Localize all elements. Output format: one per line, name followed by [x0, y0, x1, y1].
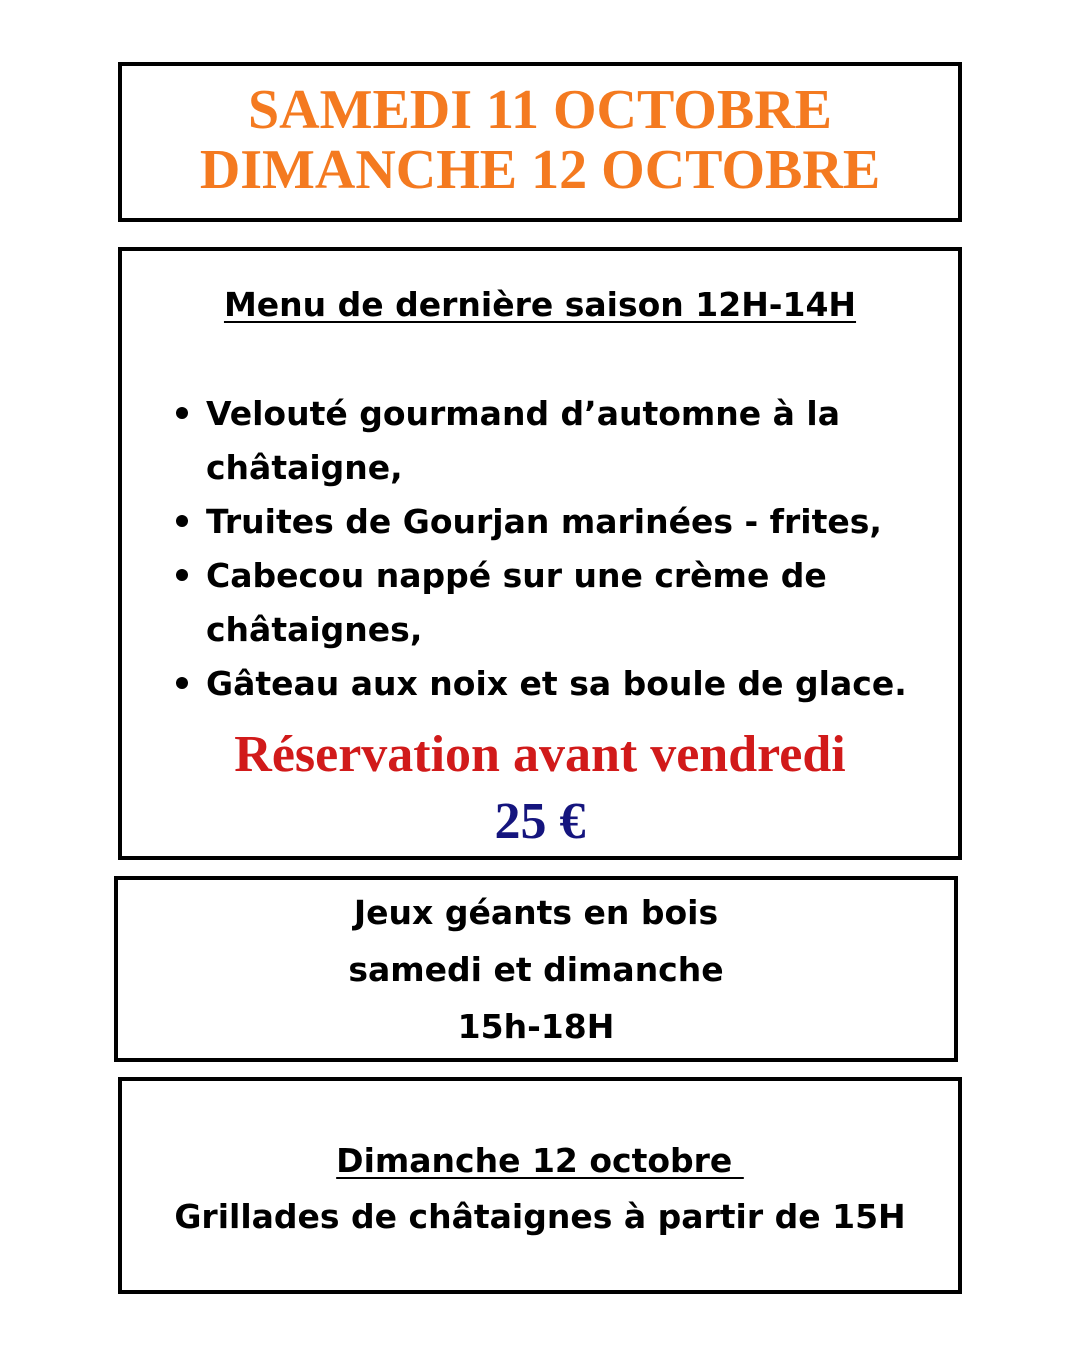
chestnut-roast-box — [118, 1077, 962, 1294]
menu-item — [122, 549, 966, 657]
menu-title: Menu de dernière saison 12H-14H — [223, 285, 857, 324]
games-box — [114, 876, 958, 1062]
menu-box — [118, 247, 962, 860]
games-title: Jeux géants en bois — [353, 893, 719, 932]
menu-price: 25 € — [494, 793, 586, 850]
reservation-notice: Réservation avant vendredi — [234, 726, 846, 783]
menu-item-label: Velouté gourmand d’automne à la châtaigne, — [206, 394, 841, 487]
chestnut-roast-date: Dimanche 12 octobre — [336, 1141, 744, 1180]
menu-list — [122, 387, 966, 711]
bullet-icon — [176, 407, 188, 419]
menu-item — [122, 387, 966, 495]
dates-box — [118, 62, 962, 222]
bullet-icon — [176, 515, 188, 527]
date-saturday: SAMEDI 11 OCTOBRE — [248, 79, 832, 141]
menu-item — [122, 495, 966, 549]
menu-item-label: Cabecou nappé sur une crème de châtaignes, — [206, 556, 827, 649]
bullet-icon — [176, 677, 188, 689]
date-sunday: DIMANCHE 12 OCTOBRE — [199, 139, 881, 201]
games-hours: 15h-18H — [457, 1007, 615, 1046]
games-days: samedi et dimanche — [348, 950, 724, 989]
menu-item — [122, 657, 966, 711]
menu-item-label: Gâteau aux noix et sa boule de glace. — [206, 664, 907, 703]
chestnut-roast-text: Grillades de châtaignes à partir de 15H — [174, 1197, 906, 1236]
bullet-icon — [176, 569, 188, 581]
menu-item-label: Truites de Gourjan marinées - frites, — [206, 502, 882, 541]
